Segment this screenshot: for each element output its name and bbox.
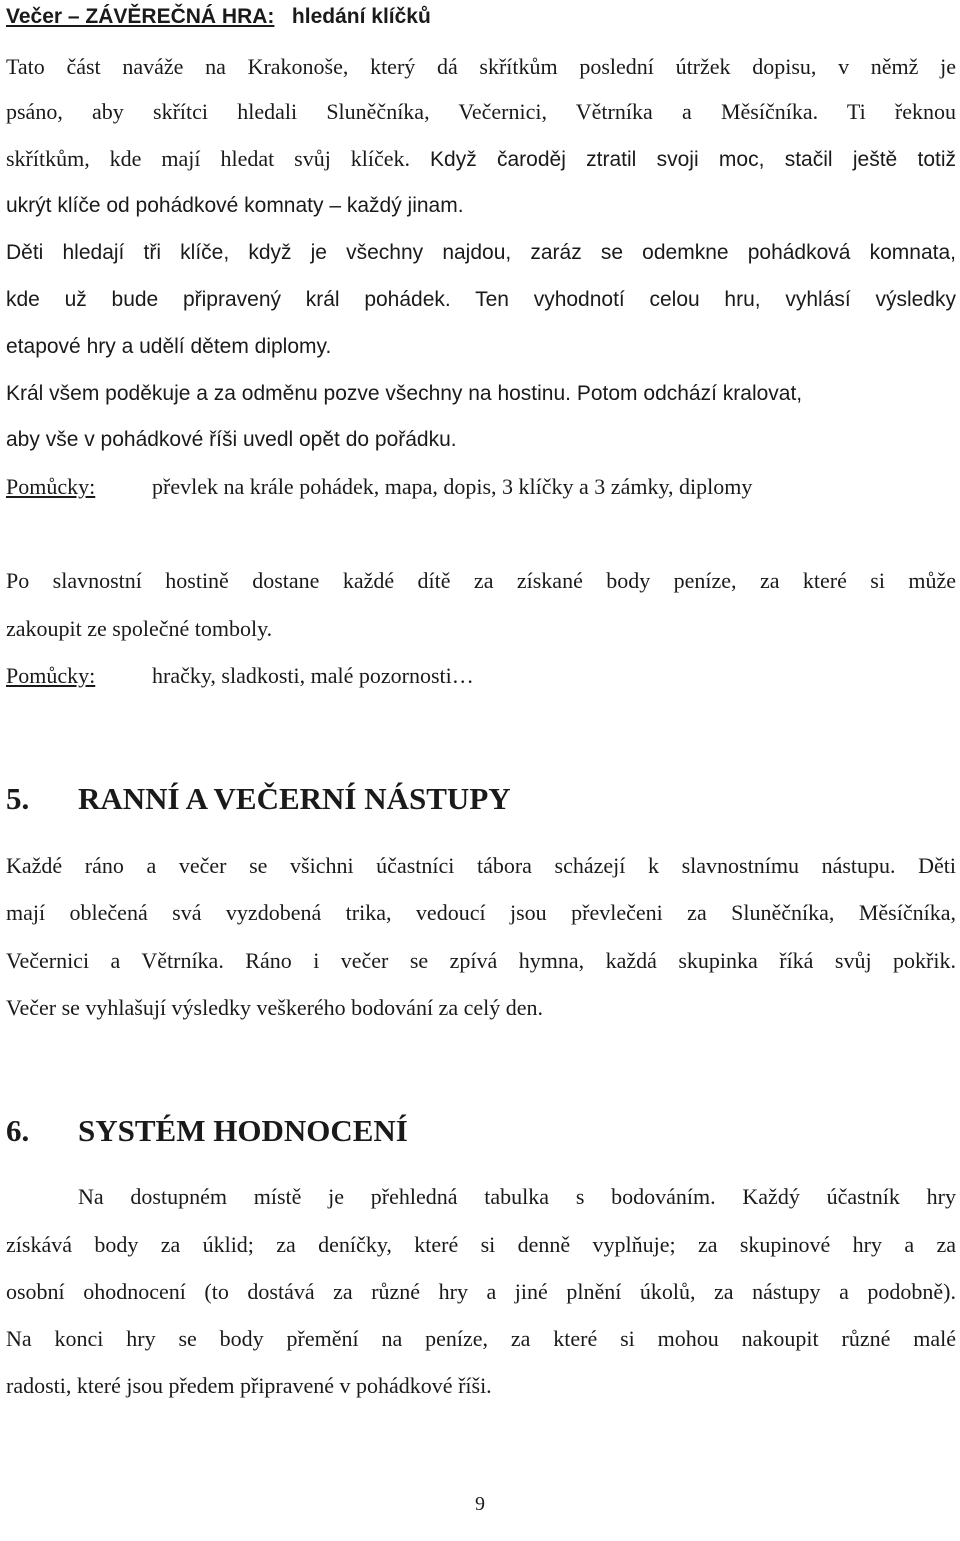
- game-p1-line-1: Tato část naváže na Krakonoše, který dá skřítkům poslední útržek dopisu, v němž je: [6, 54, 956, 79]
- section6-line-2: získává body za úklid; za deníčky, které si denně vyplňuje; za skupinové hry a za: [6, 1232, 956, 1257]
- section5-line-1: Každé ráno a večer se všichni účastníci tábora scházejí k slavnostnímu nástupu. Děti: [6, 853, 956, 878]
- section6-number: 6.: [6, 1113, 30, 1148]
- section5-heading: [6, 779, 956, 819]
- game-tools: [6, 472, 956, 502]
- section5-line-2: mají oblečená svá vyzdobená trika, vedoucí jsou převlečeni za Sluněčníka, Měsíčníka,: [6, 900, 956, 925]
- section6-line-3: osobní ohodnocení (to dostává za různé hry a jiné plnění úkolů, za nástupy a podobně).: [6, 1279, 956, 1304]
- section5-number: 5.: [6, 781, 30, 816]
- game-p1-line-4: ukrýt klíče od pohádkové komnaty – každý jinam.: [6, 194, 464, 217]
- game-p1-line-3a: skřítkům, kde mají hledat svůj klíček.: [6, 146, 411, 171]
- section5-line-3: Večernici a Větrníka. Ráno i večer se zpívá hymna, každá skupinka říká svůj pokřik.: [6, 948, 956, 973]
- section6-line-1: Na dostupném místě je přehledná tabulka s bodováním. Každý účastník hry: [78, 1184, 956, 1209]
- section6-heading: [6, 1111, 956, 1151]
- game-p1-line-3: [6, 144, 956, 175]
- game-p2-line-2a: kde už bude připravený král pohádek.: [6, 288, 451, 311]
- game-tools-value: převlek na krále pohádek, mapa, dopis, 3 klíčky a 3 zámky, diplomy: [152, 474, 753, 499]
- section6-title: SYSTÉM HODNOCENÍ: [78, 1113, 408, 1148]
- game-p2-line-2: [6, 285, 956, 315]
- game-p1-line-3b: Když čaroděj ztratil svoji moc, stačil ještě totiž: [430, 148, 957, 171]
- game-heading-rest: hledání klíčků: [291, 5, 431, 28]
- game-heading: [6, 2, 956, 32]
- section6-line-5: radosti, které jsou předem připravené v pohádkové říši.: [6, 1373, 492, 1398]
- game-heading-lead: Večer – ZÁVĚREČNÁ HRA:: [6, 5, 275, 28]
- section5-line-4: Večer se vyhlašují výsledky veškerého bodování za celý den.: [6, 995, 543, 1020]
- tombola-line-1: Po slavnostní hostině dostane každé dítě za získané body peníze, za které si může: [6, 568, 956, 593]
- section5-title: RANNÍ A VEČERNÍ NÁSTUPY: [78, 781, 511, 816]
- game-p3-line-1b: Potom odchází kralovat,: [576, 382, 803, 405]
- page-number: 9: [475, 1493, 485, 1515]
- game-p2-line-1: Děti hledají tři klíče, když je všechny najdou, zaráz se odemkne pohádková komnata,: [6, 241, 956, 264]
- game-p3-line-2: aby vše v pohádkové říši uvedl opět do pořádku.: [6, 428, 457, 451]
- game-tools-label: Pomůcky:: [6, 474, 96, 499]
- game-p3-line-1a: Král všem poděkuje a za odměnu pozve všechny na hostinu.: [6, 382, 572, 405]
- game-p3-line-1: [6, 379, 956, 409]
- game-p2-line-2b: Ten vyhodnotí celou hru, vyhlásí výsledky: [475, 288, 956, 311]
- tombola-tools-value: hračky, sladkosti, malé pozornosti…: [152, 663, 474, 688]
- tombola-tools: [6, 661, 956, 691]
- game-p1-line-2: psáno, aby skřítci hledali Sluněčníka, Večernici, Větrníka a Měsíčníka. Ti řeknou: [6, 99, 956, 124]
- game-p2-line-3: etapové hry a udělí dětem diplomy.: [6, 335, 332, 358]
- section6-line-4: Na konci hry se body přemění na peníze, za které si mohou nakoupit různé malé: [6, 1326, 956, 1351]
- tombola-line-2: zakoupit ze společné tomboly.: [6, 616, 273, 641]
- tombola-tools-label: Pomůcky:: [6, 663, 96, 688]
